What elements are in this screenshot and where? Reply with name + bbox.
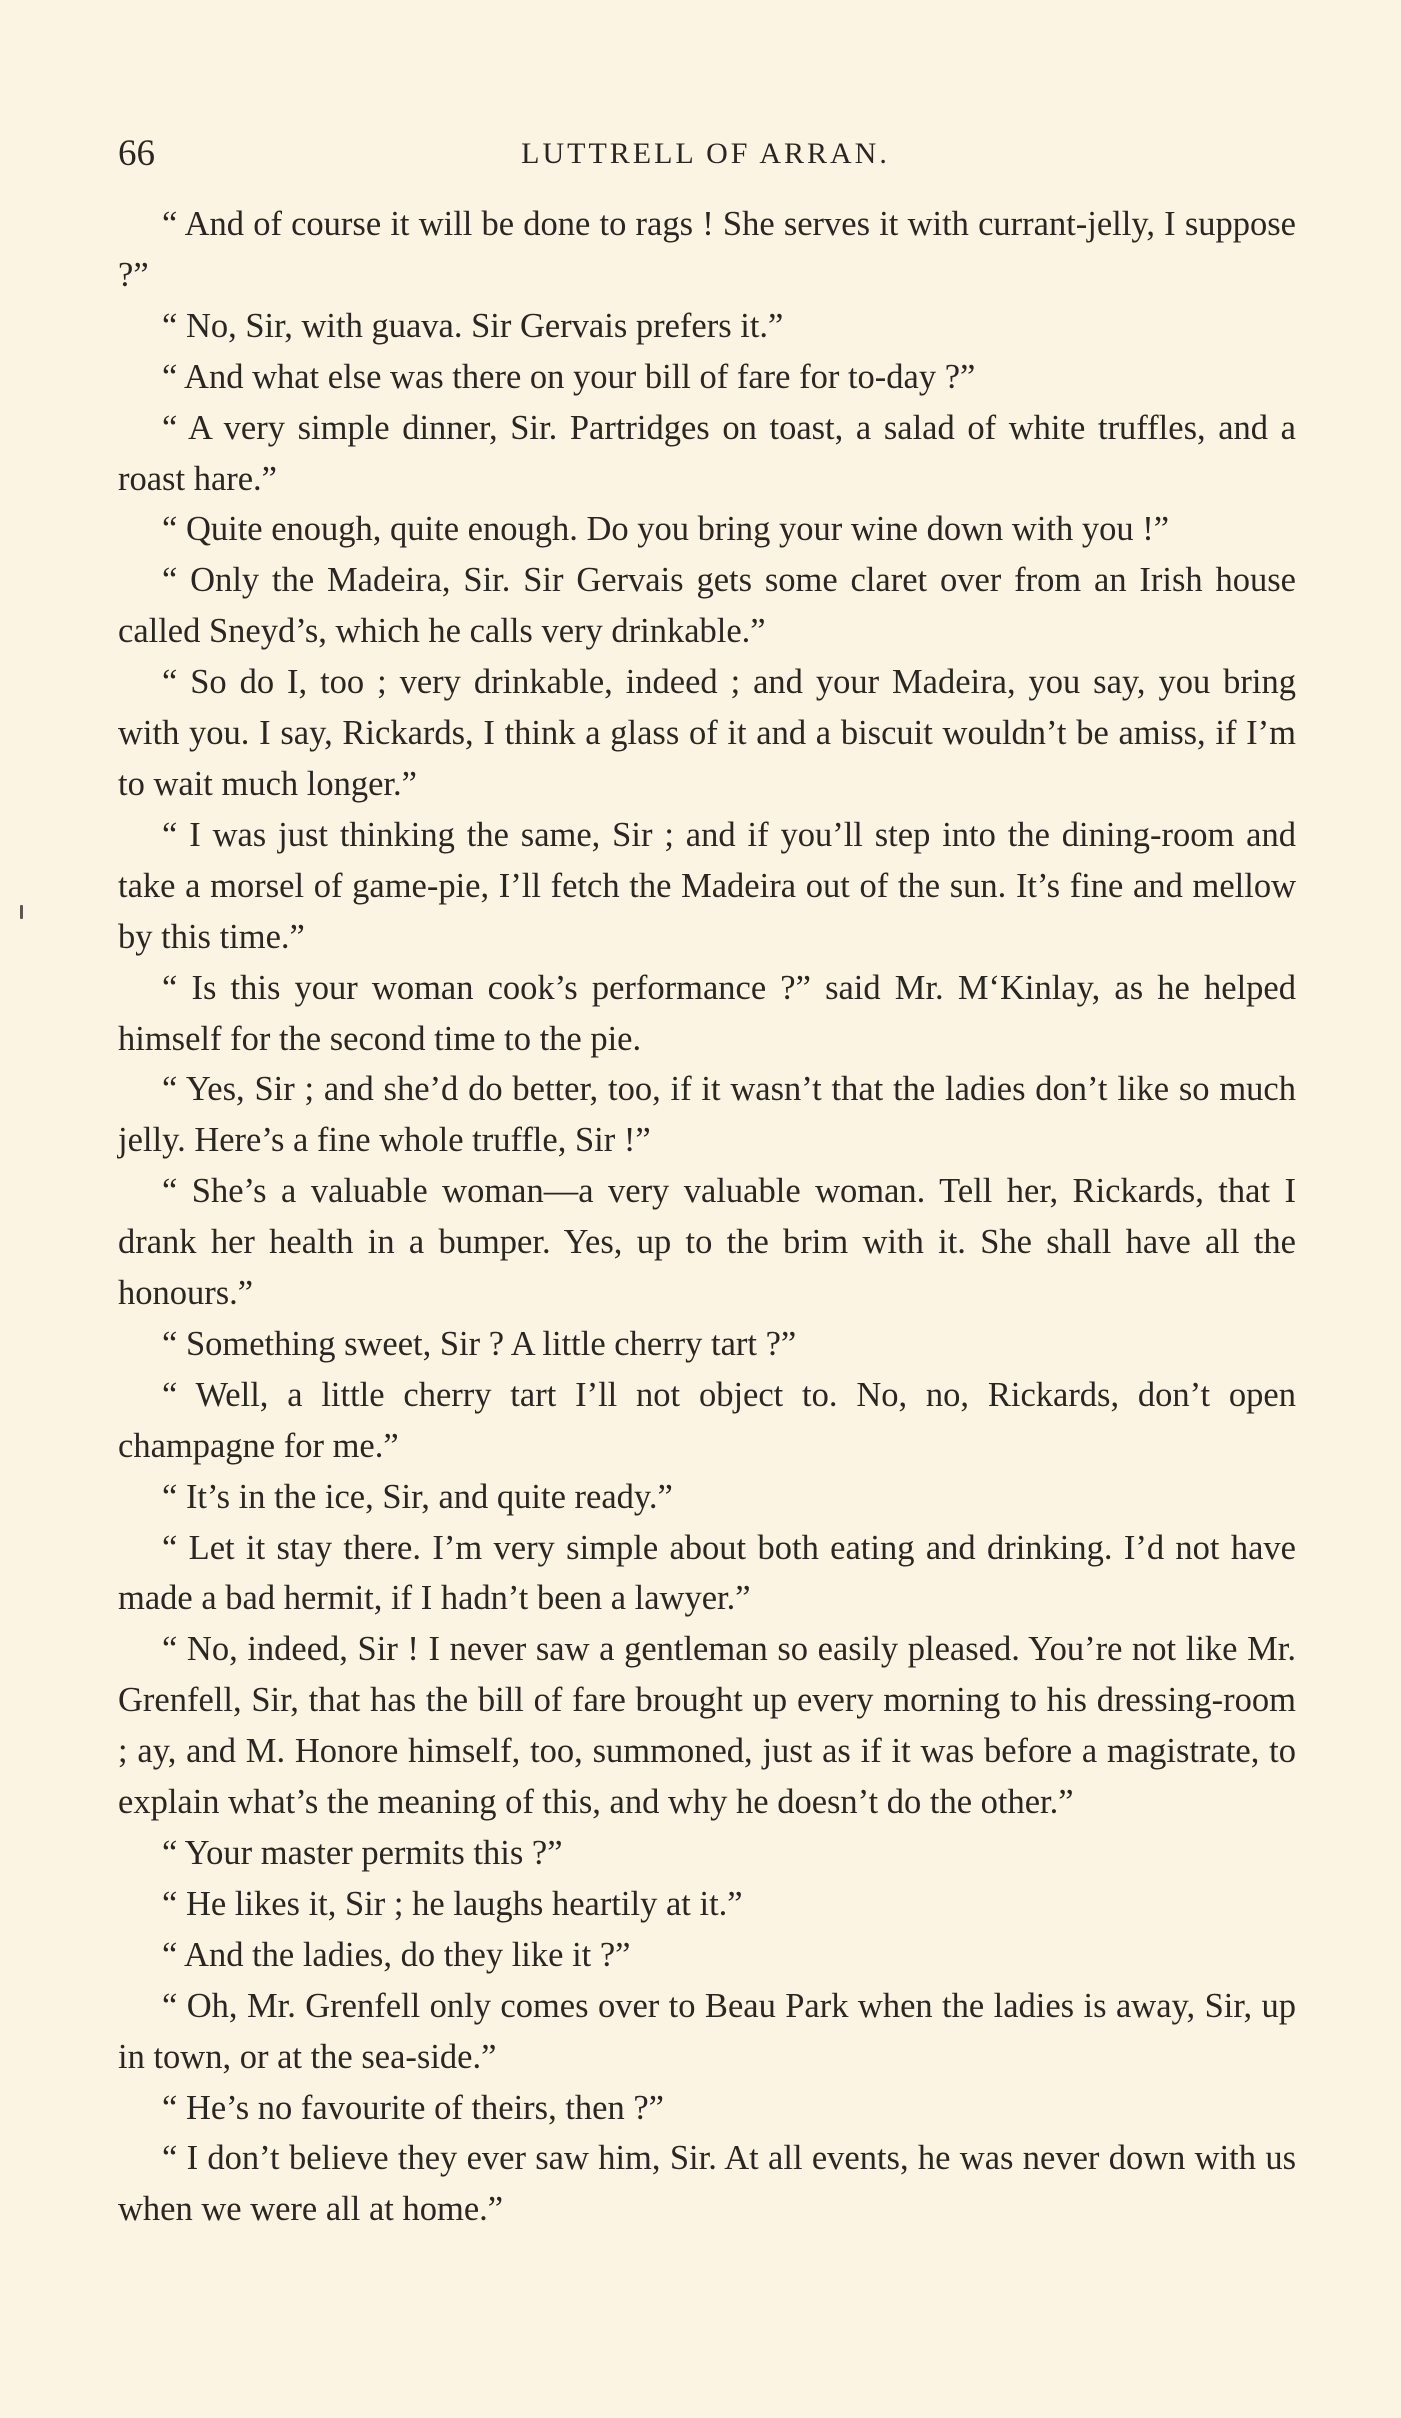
paragraph: “ Oh, Mr. Grenfell only comes over to Beau Park when the ladies is away, Sir, up in town, or at the sea-side.” [118,1986,1296,2076]
paragraph: “ She’s a valuable woman—a very valuable woman. Tell her, Rickards, that I drank her health in a bumper. Yes, up to the brim with it. She shall have all the honours.” [118,1172,1296,1313]
paragraph: “ And what else was there on your bill of fare for to-day ?” [162,357,976,396]
paragraph: “ Your master permits this ?” [162,1834,563,1872]
paragraph: “ Well, a little cherry tart I’ll not object to. No, no, Rickards, don’t open champagne for me.” [118,1375,1296,1465]
paragraph: “ Quite enough, quite enough. Do you bring your wine down with you !” [162,510,1170,549]
paragraph: “ And the ladies, do they like it ?” [162,1935,631,1974]
running-title: LUTTRELL OF ARRAN. [521,137,890,170]
body-text [118,199,1296,2235]
paragraph: “ I don’t believe they ever saw him, Sir. At all events, he was never down with us when we were all at home.” [118,2139,1296,2229]
paragraph: “ Something sweet, Sir ? A little cherry tart ?” [162,1324,797,1363]
page-number: 66 [118,133,155,174]
paragraph: “ And of course it will be done to rags ! She serves it with currant-jelly, I suppose ?” [118,205,1296,294]
paragraph: “ Only the Madeira, Sir. Sir Gervais gets some claret over from an Irish house called Sneyd’s, which he calls very drinkable.” [118,561,1296,651]
paragraph: “ Is this your woman cook’s performance ?” said Mr. M‘Kinlay, as he helped himself for the second time to the pie. [118,968,1296,1058]
paragraph: “ Let it stay there. I’m very simple about both eating and drinking. I’d not have made a bad hermit, if I hadn’t been a lawyer.” [118,1528,1296,1618]
paragraph: “ No, Sir, with guava. Sir Gervais prefers it.” [162,306,784,345]
paragraph: “ It’s in the ice, Sir, and quite ready.” [162,1477,673,1516]
paragraph: “ So do I, too ; very drinkable, indeed ; and your Madeira, you say, you bring with you. I say, Rickards, I think a glass of it and a biscuit wouldn’t be amiss, if I’m to wait much longer.” [118,663,1296,803]
page-header [118,126,1293,182]
paragraph: “ No, indeed, Sir ! I never saw a gentleman so easily pleased. You’re not like Mr. Grenfell, Sir, that has the bill of fare brought up every morning to his dressing-room ; ay, and M. Honore himself, too, summoned, just as if it was before a magistrate, to explain what’s the meaning of this, and why he doesn’t do the other.” [118,1630,1296,1822]
paragraph: “ I was just thinking the same, Sir ; and if you’ll step into the dining-room and take a morsel of game-pie, I’ll fetch the Madeira out of the sun. It’s fine and mellow by this time.” [118,815,1296,956]
paragraph: “ A very simple dinner, Sir. Partridges on toast, a salad of white truffles, and a roast hare.” [118,408,1296,498]
margin-speck [20,905,23,919]
paragraph: “ He’s no favourite of theirs, then ?” [162,2088,664,2127]
paragraph: “ He likes it, Sir ; he laughs heartily at it.” [162,1884,743,1923]
paragraph: “ Yes, Sir ; and she’d do better, too, if it wasn’t that the ladies don’t like so much jelly. Here’s a fine whole truffle, Sir !” [118,1070,1296,1160]
